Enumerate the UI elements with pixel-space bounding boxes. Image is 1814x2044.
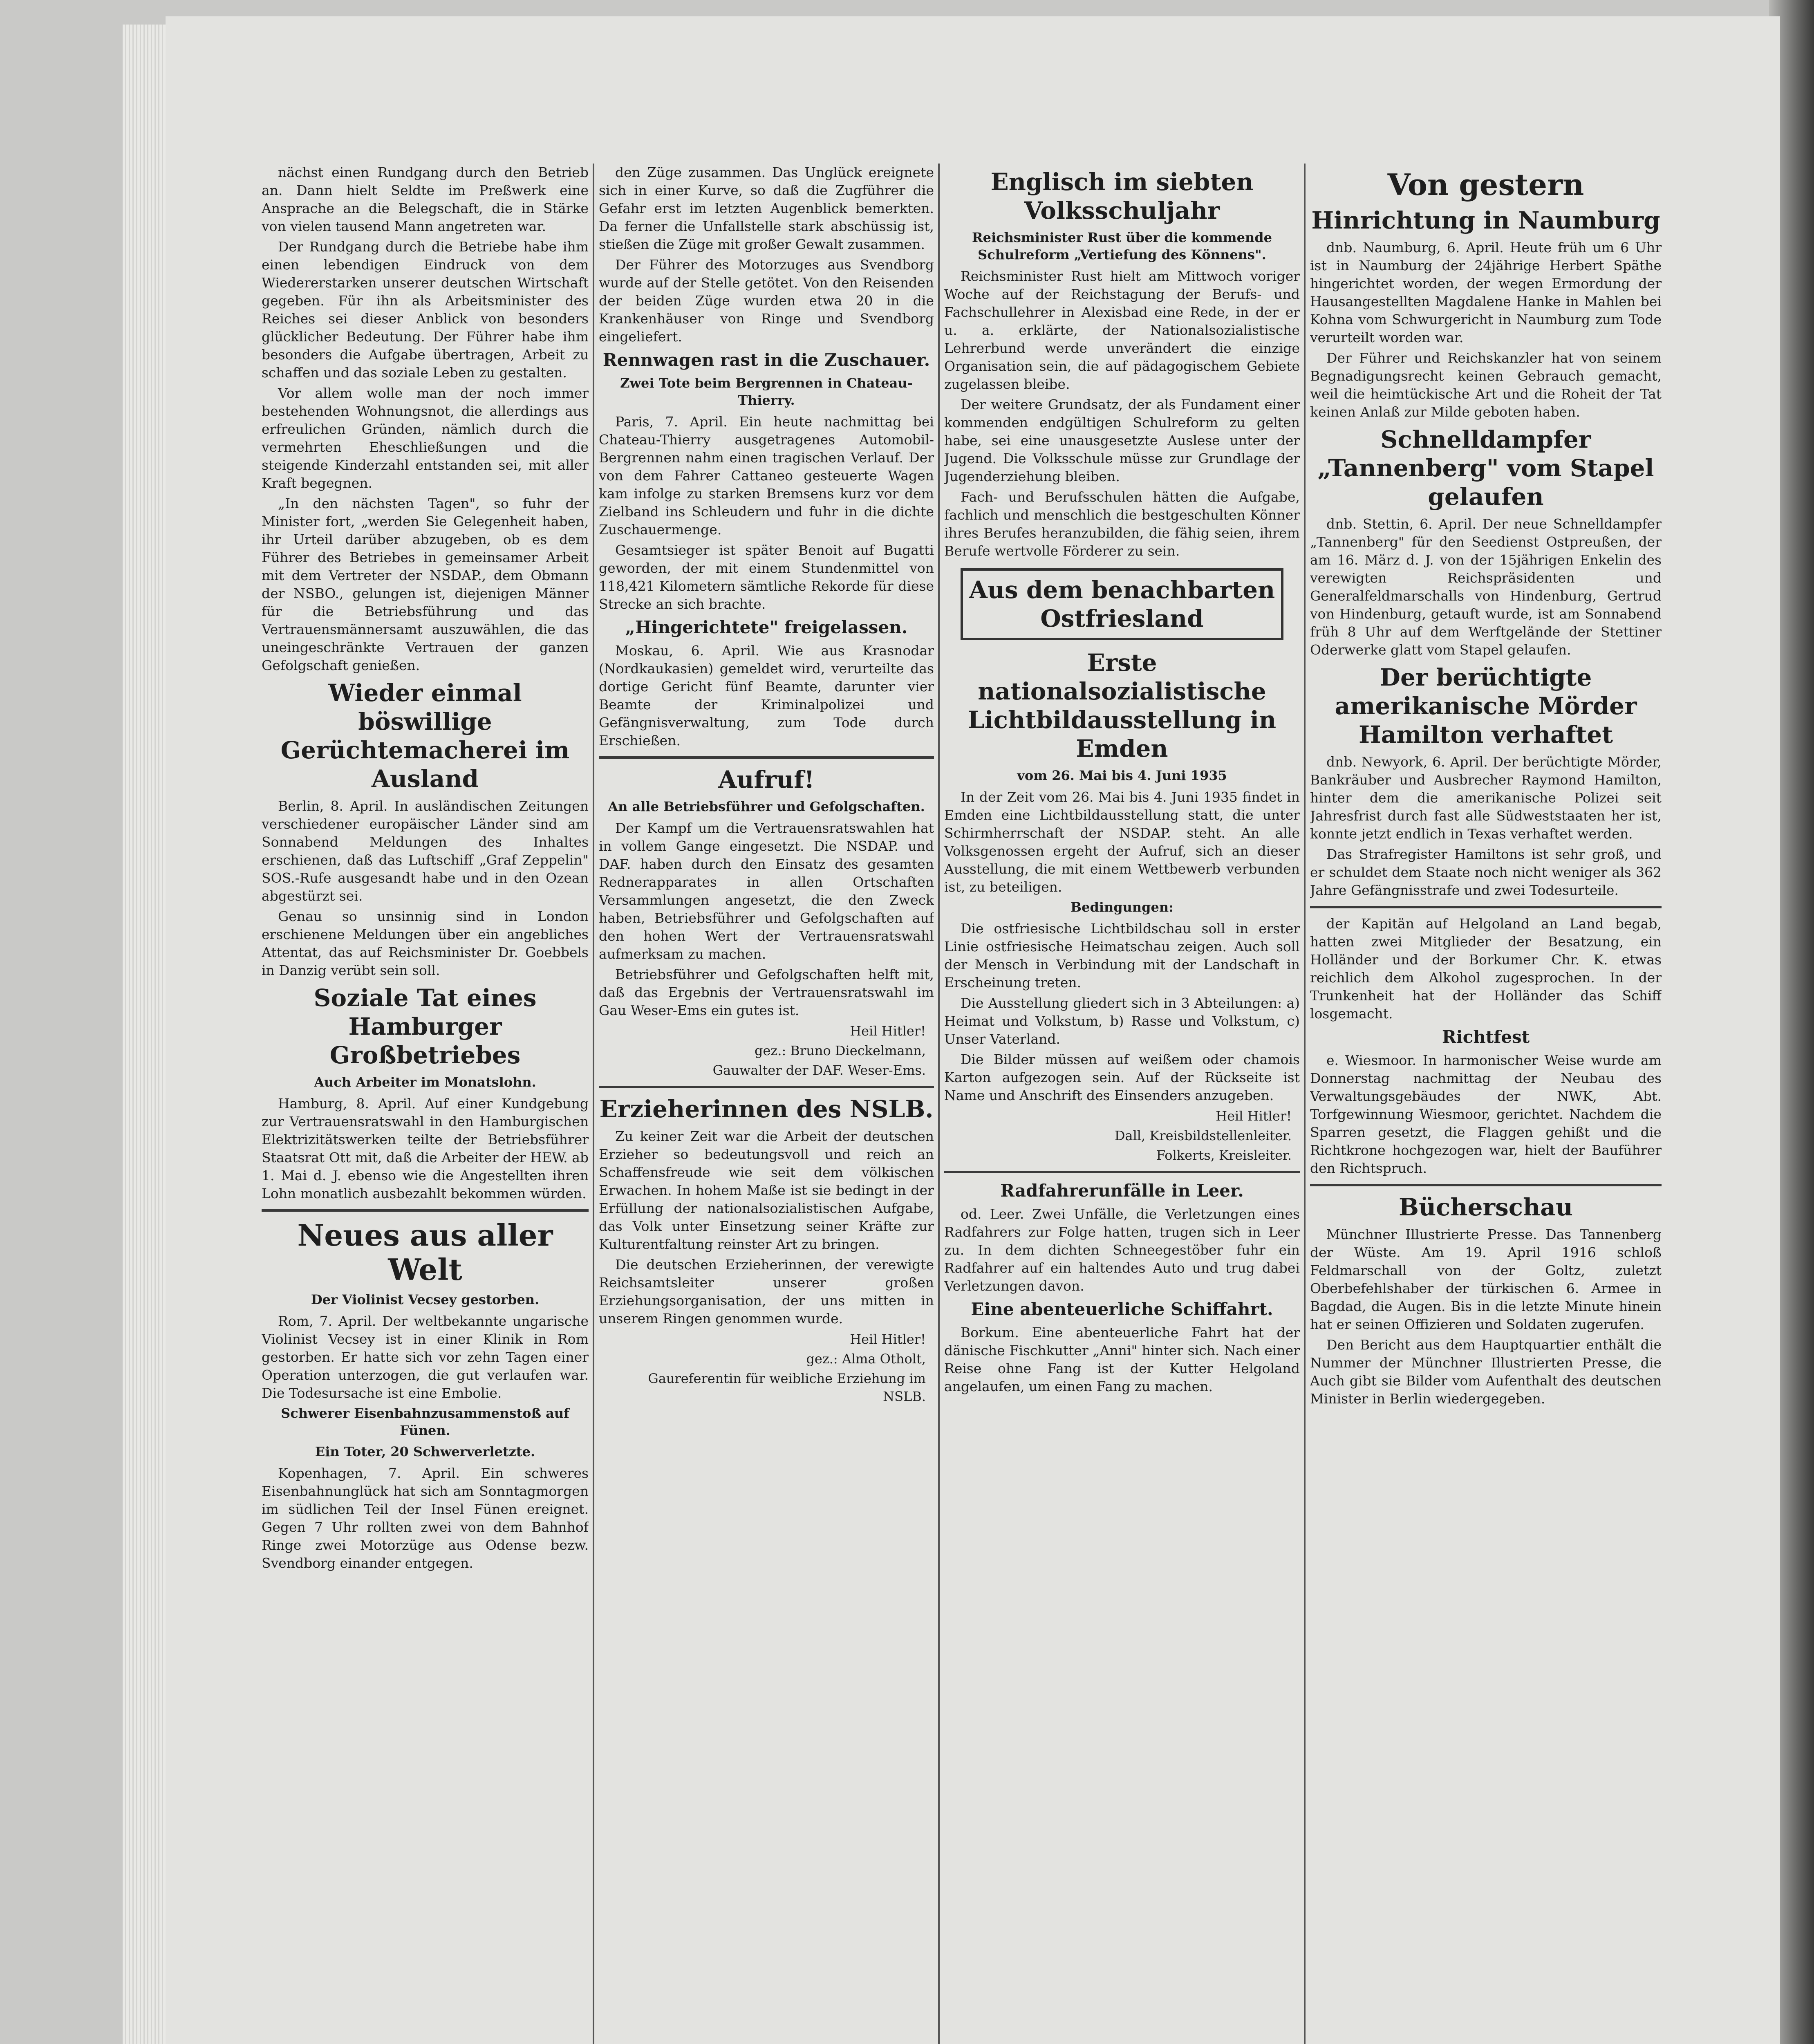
signature: Heil Hitler! bbox=[1216, 1108, 1292, 1124]
headline-englisch: Englisch im siebten Volksschuljahr bbox=[990, 168, 1254, 224]
article-text: Der Kampf um die Vertrauensratswahlen hat in vollem Gange eingesetzt. Die NSDAP. und DAF. haben durch den Einsatz des gesamten Rednerapparates in allen Ortschaften Versammlungen angesetzt, die den Zweck haben, Betriebsführer und Gefolgschaften auf den hohen Wert der Vertrauensratswahl aufmerksam zu machen. bbox=[599, 820, 934, 962]
headline-lichtbildausstellung: Erste nationalsozialistische Lichtbildausstellung in Emden bbox=[967, 649, 1277, 762]
headline-schiffahrt: Eine abenteuerliche Schiffahrt. bbox=[971, 1299, 1273, 1319]
headline-buecherschau: Bücherschau bbox=[1398, 1193, 1573, 1221]
article-text: dnb. Newyork, 6. April. Der berüchtigte Mörder, Bankräuber und Ausbrecher Raymond Hamilton, hinter dem die amerikanische Polizei seit Jahresfrist durch fast alle Südweststaaten her ist, konnte jetzt endlich in Texas verhaftet werden. bbox=[1310, 754, 1662, 842]
article-text: Münchner Illustrierte Presse. Das Tannenberg der Wüste. Am 19. April 1916 schloß Feldmarschall von der Goltz, zuletzt Oberbefehlshaber der türkischen 6. Armee in Bagdad, die Augen. Bis in die letzte Minute hinein hat er seinen Offizieren und Soldaten zugerufen. bbox=[1310, 1226, 1662, 1332]
article-text: e. Wiesmoor. In harmonischer Weise wurde am Donnerstag nachmittag der Neubau des Verwaltungsgebäudes der NWK, Abt. Torfgewinnung Wiesmoor, gerichtet. Nachdem die Sparren gesetzt, die Flaggen gehißt und die Richtkrone hochgezogen war, hielt der Bauführer den Richtspruch. bbox=[1310, 1052, 1662, 1176]
column-rule bbox=[938, 164, 940, 2044]
signature: Heil Hitler! bbox=[850, 1023, 926, 1039]
column-rule bbox=[1304, 164, 1306, 2044]
article-text: Betriebsführer und Gefolgschaften helft mit, daß das Ergebnis der Vertrauensratswahl im Gau Weser-Ems ein gutes ist. bbox=[599, 966, 934, 1018]
article-text: Borkum. Eine abenteuerliche Fahrt hat der dänische Fischkutter „Anni" hinter sich. Nach einer Reise ohne Fang ist der Kutter Helgoland angelaufen, um einen Fang zu machen. bbox=[944, 1325, 1300, 1394]
headline-richtfest: Richtfest bbox=[1442, 1027, 1530, 1047]
subheadline: Reichsminister Rust über die kommende Schulreform „Vertiefung des Könnens". bbox=[972, 230, 1272, 262]
article-text: Die ostfriesische Lichtbildschau soll in erster Linie ostfriesische Heimatschau zeigen. Auch soll der Mensch in Verbindung mit der Landschaft in Erscheinung treten. bbox=[944, 921, 1300, 991]
headline-erzieherinnen: Erzieherinnen des NSLB. bbox=[599, 1095, 934, 1123]
section-divider bbox=[599, 1086, 934, 1088]
headline-soziale-tat: Soziale Tat eines Hamburger Großbetriebes bbox=[314, 984, 537, 1069]
article-text: od. Leer. Zwei Unfälle, die Verletzungen eines Radfahrers zur Folge hatten, trugen sich in Leer zu. In dem dichten Schneegestöber fuhr ein Radfahrer auf ein haltendes Auto und trug dabei Verletzungen davon. bbox=[944, 1206, 1300, 1294]
section-divider bbox=[599, 756, 934, 759]
headline-aufruf: Aufruf! bbox=[718, 766, 815, 793]
signature: gez.: Bruno Dieckelmann, bbox=[755, 1043, 926, 1058]
headline-hingerichtete: „Hingerichtete" freigelassen. bbox=[625, 617, 908, 637]
signature: Dall, Kreisbildstellenleiter. bbox=[1114, 1128, 1292, 1143]
article-text: den Züge zusammen. Das Unglück ereignete sich in einer Kurve, so daß die Zugführer die Gefahr erst im letzten Augenblick bemerkten. Da ferner die Unfallstelle stark abschüssig ist, stießen die Züge mit großer Gewalt zusammen. bbox=[599, 164, 934, 252]
article-text: Reichsminister Rust hielt am Mittwoch voriger Woche auf der Reichstagung der Berufs- und Fachschullehrer in Alexisbad eine Rede, in der er u. a. erklärte, der Nationalsozialistische Lehrerbund werde unverändert die einzige Organisation sein, die auf pädagogischem Gebiete zugelassen bleibe. bbox=[944, 268, 1300, 392]
column-4 bbox=[1310, 164, 1662, 2044]
headline-hamilton: Der berüchtigte amerikanische Mörder Hamilton verhaftet bbox=[1335, 663, 1637, 749]
section-divider bbox=[1310, 1184, 1662, 1186]
newspaper-page bbox=[166, 16, 1780, 2044]
article-text: Berlin, 8. April. In ausländischen Zeitungen verschiedener europäischer Länder sind am Sonnabend Meldungen des Inhaltes erschienen, daß das Luftschiff „Graf Zeppelin" SOS.-Rufe ausgesandt habe und in den Ozean abgestürzt sei. bbox=[262, 798, 589, 904]
article-text: Die deutschen Erzieherinnen, der verewigte Reichsamtsleiter unserer großen Erziehungsorganisation, der uns mitten in unserem Ringen genommen wurde. bbox=[599, 1257, 934, 1327]
subheadline: Schwerer Eisenbahnzusammenstoß auf Fünen. bbox=[281, 1405, 569, 1438]
subheadline: Der Violinist Vecsey gestorben. bbox=[311, 1292, 540, 1307]
section-divider bbox=[944, 1171, 1300, 1173]
signature: Gaureferentin für weibliche Erziehung im NSLB. bbox=[648, 1371, 926, 1404]
article-text: Das Strafregister Hamiltons ist sehr groß, und er schuldet dem Staate noch nicht weniger als 362 Jahre Gefängnisstrafe und zwei Todesurteile. bbox=[1310, 846, 1662, 898]
column-3 bbox=[944, 164, 1300, 2044]
headline-radfahrerunfaelle: Radfahrerunfälle in Leer. bbox=[1000, 1181, 1244, 1201]
signature: Folkerts, Kreisleiter. bbox=[1156, 1148, 1292, 1163]
signature: Gauwalter der DAF. Weser-Ems. bbox=[712, 1062, 926, 1078]
article-text: Gesamtsieger ist später Benoit auf Bugatti geworden, der mit einem Stundenmittel von 118,421 Kilometern sämtliche Rekorde für diese Strecke an sich brachte. bbox=[599, 542, 934, 612]
signature: gez.: Alma Otholt, bbox=[806, 1351, 926, 1367]
column-2 bbox=[599, 164, 934, 2044]
article-text: Die Ausstellung gliedert sich in 3 Abteilungen: a) Heimat und Volkstum, b) Rasse und Volkstum, c) Unser Vaterland. bbox=[944, 995, 1300, 1047]
subheadline: Bedingungen: bbox=[1070, 899, 1174, 915]
article-text: Den Bericht aus dem Hauptquartier enthält die Nummer der Münchner Illustrierten Presse, die Auch gibt sie Bilder vom Aufenthalt des deutschen Minister in Berlin wiedergegeben. bbox=[1310, 1337, 1662, 1407]
article-text: Der Führer des Motorzuges aus Svendborg wurde auf der Stelle getötet. Von den Reisenden der beiden Züge wurden etwa 20 in die Krankenhäuser von Ringe und Svendborg eingeliefert. bbox=[599, 257, 934, 345]
subheadline: Zwei Tote beim Bergrennen in Chateau-Thierry. bbox=[620, 375, 913, 408]
regional-section-banner: Aus dem benachbarten Ostfriesland bbox=[961, 568, 1283, 640]
article-text: Der Führer und Reichskanzler hat von seinem Begnadigungsrecht keinen Gebrauch gemacht, weil die heimtückische Art und die Roheit der Tat keinen Anlaß zur Milde geboten haben. bbox=[1310, 350, 1662, 420]
subheadline: vom 26. Mai bis 4. Juni 1935 bbox=[1017, 768, 1227, 783]
headline-wieder-einmal: Wieder einmal böswillige Gerüchtemacherei im Ausland bbox=[280, 679, 570, 793]
stacked-page-edges bbox=[123, 25, 168, 2044]
subheadline: An alle Betriebsführer und Gefolgschaften. bbox=[608, 799, 925, 814]
col1-intro: nächst einen Rundgang durch den Betrieb an. Dann hielt Seldte im Preßwerk eine Ansprache an die Belegschaft, die in Stärke von vielen tausend Mann angetreten war. Der Rundgang durch die Betriebe habe ihm einen lebendigen Eindruck von dem Wiedererstarken unserer deutschen Wirtschaft gegeben. Für ihn als Arbeitsminister des Reiches sei dieser Anblick von besonders glücklicher Bedeutung. Der Führer habe ihm besonders die Aufgabe übertragen, Arbeit zu schaffen und das soziale Leben zu gestalten. Vor allem wolle man der noch immer bestehenden Wohnungsnot, die allerdings aus erfreulichen Gründen, nämlich durch die vermehrten Eheschließungen und die steigende Kinderzahl entstanden sei, mit aller Kraft begegnen. „In den nächsten Tagen", so fuhr der Minister fort, „werden Sie Gelegenheit haben, ihr Urteil darüber abzugeben, ob es dem Führer des Betriebes in gemeinsamer Arbeit mit dem Vertreter der NSDAP., dem Obmann der NSBO., gelungen ist, diejenigen Männer für die Betriebsführung und das Vertrauensmännersamt auszuwählen, die das uneingeschränkte Vertrauen der ganzen Gefolgschaft genießen. bbox=[262, 164, 589, 673]
headline-rennwagen: Rennwagen rast in die Zuschauer. bbox=[602, 350, 930, 370]
article-text: Die Bilder müssen auf weißem oder chamois Karton aufgezogen sein. Auf der Rückseite ist Name und Anschrift des Einsenders anzugeben. bbox=[944, 1051, 1300, 1103]
article-text: Hamburg, 8. April. Auf einer Kundgebung zur Vertrauensratswahl in den Hamburgischen Elektrizitätswerken teilte der Betriebsführer Staatsrat Ott mit, daß die Arbeiter der HEW. ab 1. Mai d. J. ebenso wie die Angestellten ihren Lohn monatlich ausbezahlt bekommen würden. bbox=[262, 1096, 589, 1201]
subheadline: Auch Arbeiter im Monatslohn. bbox=[314, 1074, 536, 1090]
article-text: Zu keiner Zeit war die Arbeit der deutschen Erzieher so bedeutungsvoll und reich an Schaffensfreude wie seit dem völkischen Erwachen. In hohem Maße ist sie bedingt in der Erfüllung der nationalsozialistischen Aufgabe, das Volk unter Einsetzung seiner Kräfte zur Kulturentfaltung reinster Art zu bringen. bbox=[599, 1128, 934, 1252]
article-text: In der Zeit vom 26. Mai bis 4. Juni 1935 findet in Emden eine Lichtbildausstellung statt, die unter Schirmherrschaft der NSDAP. steht. An alle Volksgenossen ergeht der Aufruf, sich an dieser Ausstellung, die mit einem Wettbewerb verbunden ist, zu beteiligen. bbox=[944, 789, 1300, 895]
headline-hinrichtung: Hinrichtung in Naumburg bbox=[1311, 206, 1660, 234]
article-text: Genau so unsinnig sind in London erschienene Meldungen über ein angebliches Attentat, das auf Reichsminister Dr. Goebbels in Danzig verübt sein soll. bbox=[262, 908, 589, 978]
article-text: dnb. Naumburg, 6. April. Heute früh um 6 Uhr ist in Naumburg der 24jährige Herbert Späthe hingerichtet worden, der wegen Ermordung der Hausangestellten Magdalene Hanke in Mahlen bei Kohna vom Schwurgericht in Naumburg zum Tode verurteilt worden war. bbox=[1310, 240, 1662, 345]
headline-neues-aus-aller-welt: Neues aus aller Welt bbox=[297, 1218, 553, 1287]
section-divider bbox=[1310, 906, 1662, 908]
signature: Heil Hitler! bbox=[850, 1331, 926, 1347]
headline-von-gestern: Von gestern bbox=[1387, 167, 1584, 202]
headline-tannenberg: Schnelldampfer „Tannenberg" vom Stapel gelaufen bbox=[1317, 426, 1654, 511]
column-rule bbox=[593, 164, 594, 2044]
article-text: Der weitere Grundsatz, der als Fundament einer kommenden endgültigen Schulreform zu gelten habe, sei eine unausgesetzte Auslese unter der Jugend. Die Volksschule müsse zur Grundlage der Jugenderziehung bleiben. bbox=[944, 397, 1300, 484]
article-text: dnb. Stettin, 6. April. Der neue Schnelldampfer „Tannenberg" für den Seedienst Ostpreußen, der am 16. März d. J. von der 15jährigen Enkelin des verewigten Reichspräsidenten und Generalfeldmarschalls von Hindenburg, Gertrud von Hindenburg, getauft wurde, ist am Sonnabend früh 8 Uhr auf dem Werftgelände der Stettiner Oderwerke glatt vom Stapel gelaufen. bbox=[1310, 516, 1662, 658]
article-text: Rom, 7. April. Der weltbekannte ungarische Violinist Vecsey ist in einer Klinik in Rom gestorben. Er hatte sich vor zehn Tagen einer Operation unterzogen, die gut verlaufen war. Die Todesursache ist eine Embolie. bbox=[262, 1313, 589, 1401]
section-divider bbox=[262, 1209, 589, 1212]
article-text: Fach- und Berufsschulen hätten die Aufgabe, fachlich und menschlich die bestgeschulten Könner ihres Berufes heranzubilden, die fähig seien, ihrem Berufe wertvolle Förderer zu sein. bbox=[944, 489, 1300, 559]
column-1 bbox=[262, 164, 589, 2044]
article-text: Kopenhagen, 7. April. Ein schweres Eisenbahnunglück hat sich am Sonntagmorgen im südlichen Teil der Insel Fünen ereignet. Gegen 7 Uhr rollten zwei von dem Bahnhof Ringe zwei Motorzüge aus Odense bezw. Svendborg einander entgegen. bbox=[262, 1465, 589, 1571]
article-text: der Kapitän auf Helgoland an Land begab, hatten zwei Mitglieder der Besatzung, ein Holländer und der Borkumer Chr. K. etwas reichlich dem Alkohol zugesprochen. In der Trunkenheit hat der Holländer das Schiff losgemacht. bbox=[1310, 916, 1662, 1022]
subheadline: Ein Toter, 20 Schwerverletzte. bbox=[315, 1444, 535, 1459]
article-text: Paris, 7. April. Ein heute nachmittag bei Chateau-Thierry ausgetragenes Automobil-Bergrennen nahm einen tragischen Verlauf. Der von dem Fahrer Cattaneo gesteuerte Wagen kam infolge zu starken Bremsens kurz vor dem Zielband ins Schleudern und fuhr in die dichte Zuschauermenge. bbox=[599, 414, 934, 538]
article-text: Moskau, 6. April. Wie aus Krasnodar (Nordkaukasien) gemeldet wird, verurteilte das dortige Gericht fünf Beamte, darunter vier Beamte der Kriminalpolizei und Gefängnisverwaltung, zum Tode durch Erschießen. bbox=[599, 643, 934, 749]
